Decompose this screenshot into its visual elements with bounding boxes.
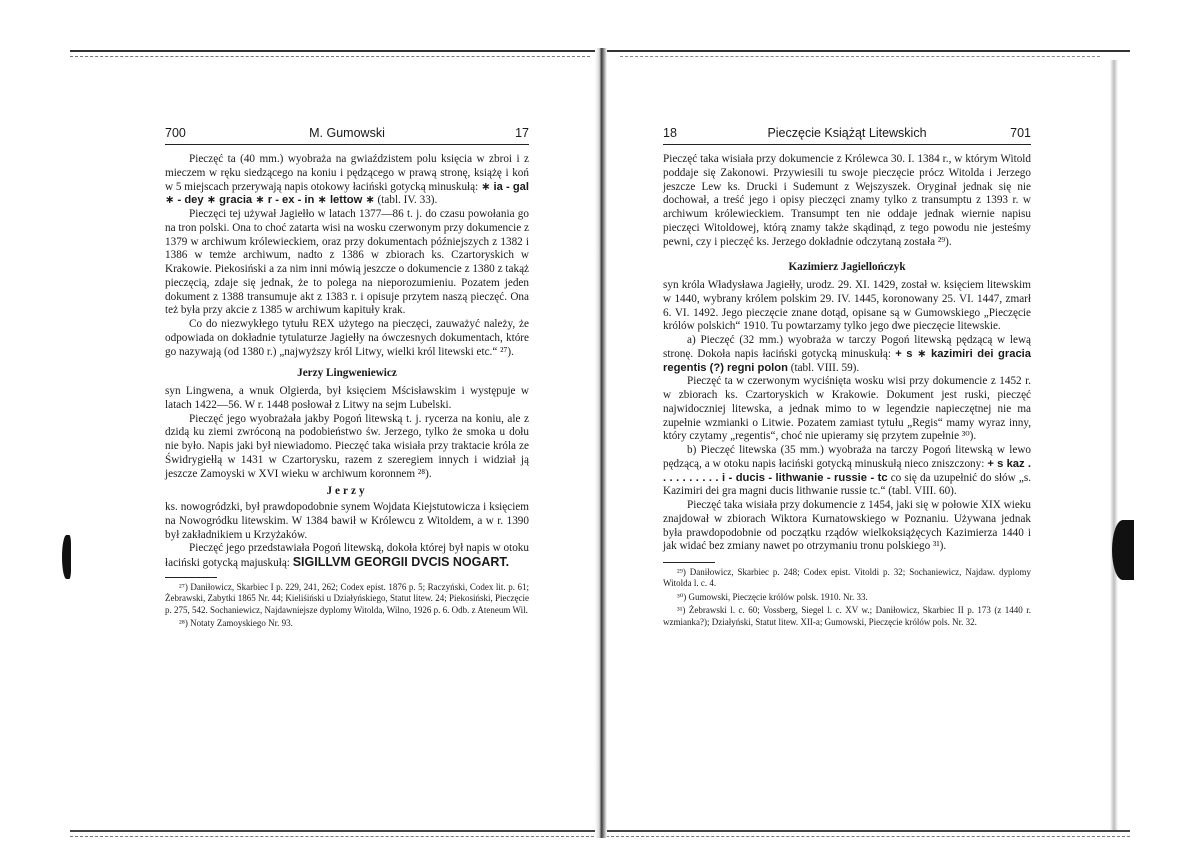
right-page-number: 701 [1010, 126, 1031, 140]
paragraph: ks. nowogródzki, był prawdopodobnie synem Wojdata Kiejstutowicza i księciem na Nowogródku litewskim. W 1384 bawił w Królewcu z Witoldem, a w r. 1390 był zakładnikiem u Krzyżaków. [165, 501, 529, 541]
scan-edge-top-right [620, 56, 1100, 57]
paragraph: Pieczęć taka wisiała przy dokumencie z 1454, jaki się w połowie XIX wieku znajdował w zbiorach Wiktora Kurnatowskiego w Poznaniu. Używana jednak była prawdopodobnie od początku rządów wielkoksiążęcych Kazimierza 1440 i jak widać bez zmiany nawet po otrzymaniu tronu polskiego ³¹). [663, 499, 1031, 553]
right-running-head [663, 126, 1031, 145]
binding-mark-left [62, 535, 71, 579]
right-body [663, 153, 1031, 554]
paragraph: Co do niezwykłego tytułu REX użytego na pieczęci, zauważyć należy, że odpowiada on dokładnie tytulaturze Jagiełły na ówczesnych dokumentach, które go nazywają (od 1380 r.) „najwyższy król Litwy, wielki król litewski etc.“ ²⁷). [165, 318, 529, 358]
right-footnotes [663, 567, 1031, 628]
paragraph: syn Lingwena, a wnuk Olgierda, był księciem Mścisławskim i występuje w latach 1422—56. W r. 1448 posłował z Litwy na sejm Lubelski. [165, 385, 529, 411]
page-edge-right [1110, 60, 1118, 830]
left-folio: 17 [515, 126, 529, 140]
right-folio: 18 [663, 126, 677, 140]
paragraph: Pieczęć ta w czerwonym wyciśnięta wosku wisi przy dokumencie z 1452 r. w zbiorach ks. Czartoryskich w Krakowie. Dokument jest ruski, pieczęć najwidoczniej litewska, a jednak mimo to w legendzie napieczętnej nie ma zupełnie wzmianki o Litwie. Pozatem zamiast tytułu „Regis“ mamy wyraz inny, który czytamy „regentis“, choć nie upieramy się przytem zupełnie ³⁰). [663, 375, 1031, 443]
paragraph: Pieczęć jego przedstawiała Pogoń litewską, dokoła której był napis w otoku łaciński gotycką majuskułą: SIGILLVM GEORGII DVCIS NOGART. [165, 542, 529, 569]
footnote: ³¹) Żebrawski l. c. 60; Vossberg, Siegel l. c. XV w.; Daniłowicz, Skarbiec II p. 173 (z 1440 r. wzmianka?); Działyński, Statut litew. XII-a; Gumowski, Pieczęcie królów pols. Nr. 32. [663, 605, 1031, 627]
left-running-head [165, 126, 529, 145]
scan-edge-top-left [70, 56, 590, 57]
paragraph: b) Pieczęć litewska (35 mm.) wyobraża na tarczy Pogoń litewską w lewo pędzącą, a w otoku napis łaciński gotycką minuskułą nieco zniszczony: + s kaz . . . . . . . . . . i - ducis - lithwanie - russie - tc co się da uzupełnić do słów „s. Kazimiri dei gra magni ducis lithwanie russie tc.“ (tabl. VIII. 60). [663, 444, 1031, 498]
section-heading: Jerzy Lingweniewicz [297, 367, 397, 380]
left-running-title: M. Gumowski [309, 126, 385, 140]
paragraph: syn króla Władysława Jagiełły, urodz. 29. XI. 1429, został w. księciem litewskim w 1440, wybrany królem polskim 29. IV. 1445, koronowany 25. VI. 1447, zmarł 6. VI. 1492. Jego pieczęcie znane dotąd, opisane są w Gumowskiego „Pieczęcie królów polskich“ 1910. Tu powtarzamy tylko jego dwe pieczęcie litewskie. [663, 279, 1031, 333]
footnote-rule [663, 562, 715, 563]
paragraph: Pieczęć ta (40 mm.) wyobraża na gwiaździstem polu księcia w zbroi i z mieczem w ręku siedzącego na koniu i pędzącego w prawą stronę, książę i koń w 5 miejscach przerywają napis otokowy łaciński gotycką minuskułą: ∗ ia - gal ∗ - dey ∗ gracia ∗ r - ex - in ∗ lettow ∗ (tabl. IV. 33). [165, 153, 530, 207]
right-page [663, 126, 1031, 630]
book-gutter [595, 48, 607, 838]
paragraph: Pieczęć taka wisiała przy dokumencie z Królewca 30. I. 1384 r., w którym Witold poddaje się Zakonowi. Przywiesili tu swoje pieczęcie prócz Witolda i Jerzego jeszcze Lew ks. Drucki i Sudemunt z Wejszyszek. Oryginał jednak się nie dochował, a treść jego i opisy pieczęci znamy tylko z transumptu z 1393 r. w archiwum królewieckiem. Transumpt ten nie oddaje jednak wiernie napisu pieczęci Witoldowej, którą znamy także skądinąd, z tego powodu nie jesteśmy pewni, czy i pieczęć ks. Jerzego dokładnie odczytaną została ²⁹). [663, 153, 1031, 248]
seal-legend: SIGILLVM GEORGII DVCIS NOGART. [292, 555, 510, 569]
seal-legend: + s ∗ kazimiri dei gracia regentis (?) regni polon [663, 347, 1031, 374]
paragraph: Pieczęć jego wyobrażała jakby Pogoń litewską t. j. rycerza na koniu, ale z dzidą ku ziemi zwróconą na podobieństwo św. Jerzego, tylko że smoka u dołu nie było. Napis jaki był niewiadomo. Pieczęć taka wisiała przy traktacie króla ze Świdrygiełłą w 1431 w Czartorysku, razem z szeregiem innych i widział ją jeszcze Zamoyski w XVI wieku w archiwum koronnem ²⁸). [165, 412, 529, 480]
footnote-rule [165, 577, 217, 578]
binding-mark-right [1112, 520, 1134, 580]
right-running-title: Pieczęcie Książąt Litewskich [767, 126, 927, 140]
seal-legend: + s kaz . . . . . . . . . . i - ducis - lithwanie - russie - tc [663, 457, 1031, 484]
footnote: ²⁹) Daniłowicz, Skarbiec p. 248; Codex epist. Vitoldi p. 32; Sochaniewicz, Najdaw. dyplomy Witolda l. c. 4. [663, 567, 1031, 589]
paragraph: Pieczęci tej używał Jagiełło w latach 1377—86 t. j. do czasu powołania go na tron polski. Ona to choć zatarta wisi na wosku czerwonym przy dokumencie z 1379 w archiwum królewieckiem, oraz przy dokumentach późniejszych z 1382 i 1386 w temże archiwum, nadto z 1386 w zbiorach ks. Czartoryskich w Krakowie. Piekosiński a za nim inni mówią jeszcze o dokumencie z 1380 z takąż pieczęcią, zdaje się jednak, że to polega na nieporozumieniu. Pozatem jeden dokument z 1388 transumuje akt z 1383 r. i opisuje przytem naszą pieczęć. Ona też była przy akcie z 1385 w archiwum kapituły krak. [165, 208, 529, 317]
left-page [165, 126, 529, 631]
section-heading: Jerzy [326, 485, 368, 498]
footnote: ²⁷) Daniłowicz, Skarbiec I p. 229, 241, 262; Codex epist. 1876 p. 5; Raczyński, Codex lit. p. 61; Żebrawski, Zabytki 1865 Nr. 44; Kieliśiński u Działyńskiego, Statut litew. 24; Piekosiński, Pieczęcie p. 275, 542. Sochaniewicz, Najdawniejsze dyplomy Witolda, Wilno, 1926 p. 6. Odb. z Ateneum Wil. [165, 581, 529, 615]
section-heading: Kazimierz Jagiellończyk [788, 261, 906, 274]
left-footnotes [165, 582, 529, 630]
left-page-number: 700 [165, 126, 186, 140]
footnote: ³⁰) Gumowski, Pieczęcie królów polsk. 1910. Nr. 33. [677, 591, 868, 602]
left-body [165, 153, 529, 571]
paragraph: a) Pieczęć (32 mm.) wyobraża w tarczy Pogoń litewską pędzącą w lewą stronę. Dokoła napis łaciński gotycką minuskułą: + s ∗ kazimiri dei gracia regentis (?) regni polon (tabl. VIII. 59). [663, 334, 1031, 374]
seal-legend: ∗ ia - gal ∗ - dey ∗ gracia ∗ r - ex - in ∗ lettow ∗ [165, 180, 530, 207]
footnote: ²⁸) Notaty Zamoyskiego Nr. 93. [179, 617, 293, 628]
